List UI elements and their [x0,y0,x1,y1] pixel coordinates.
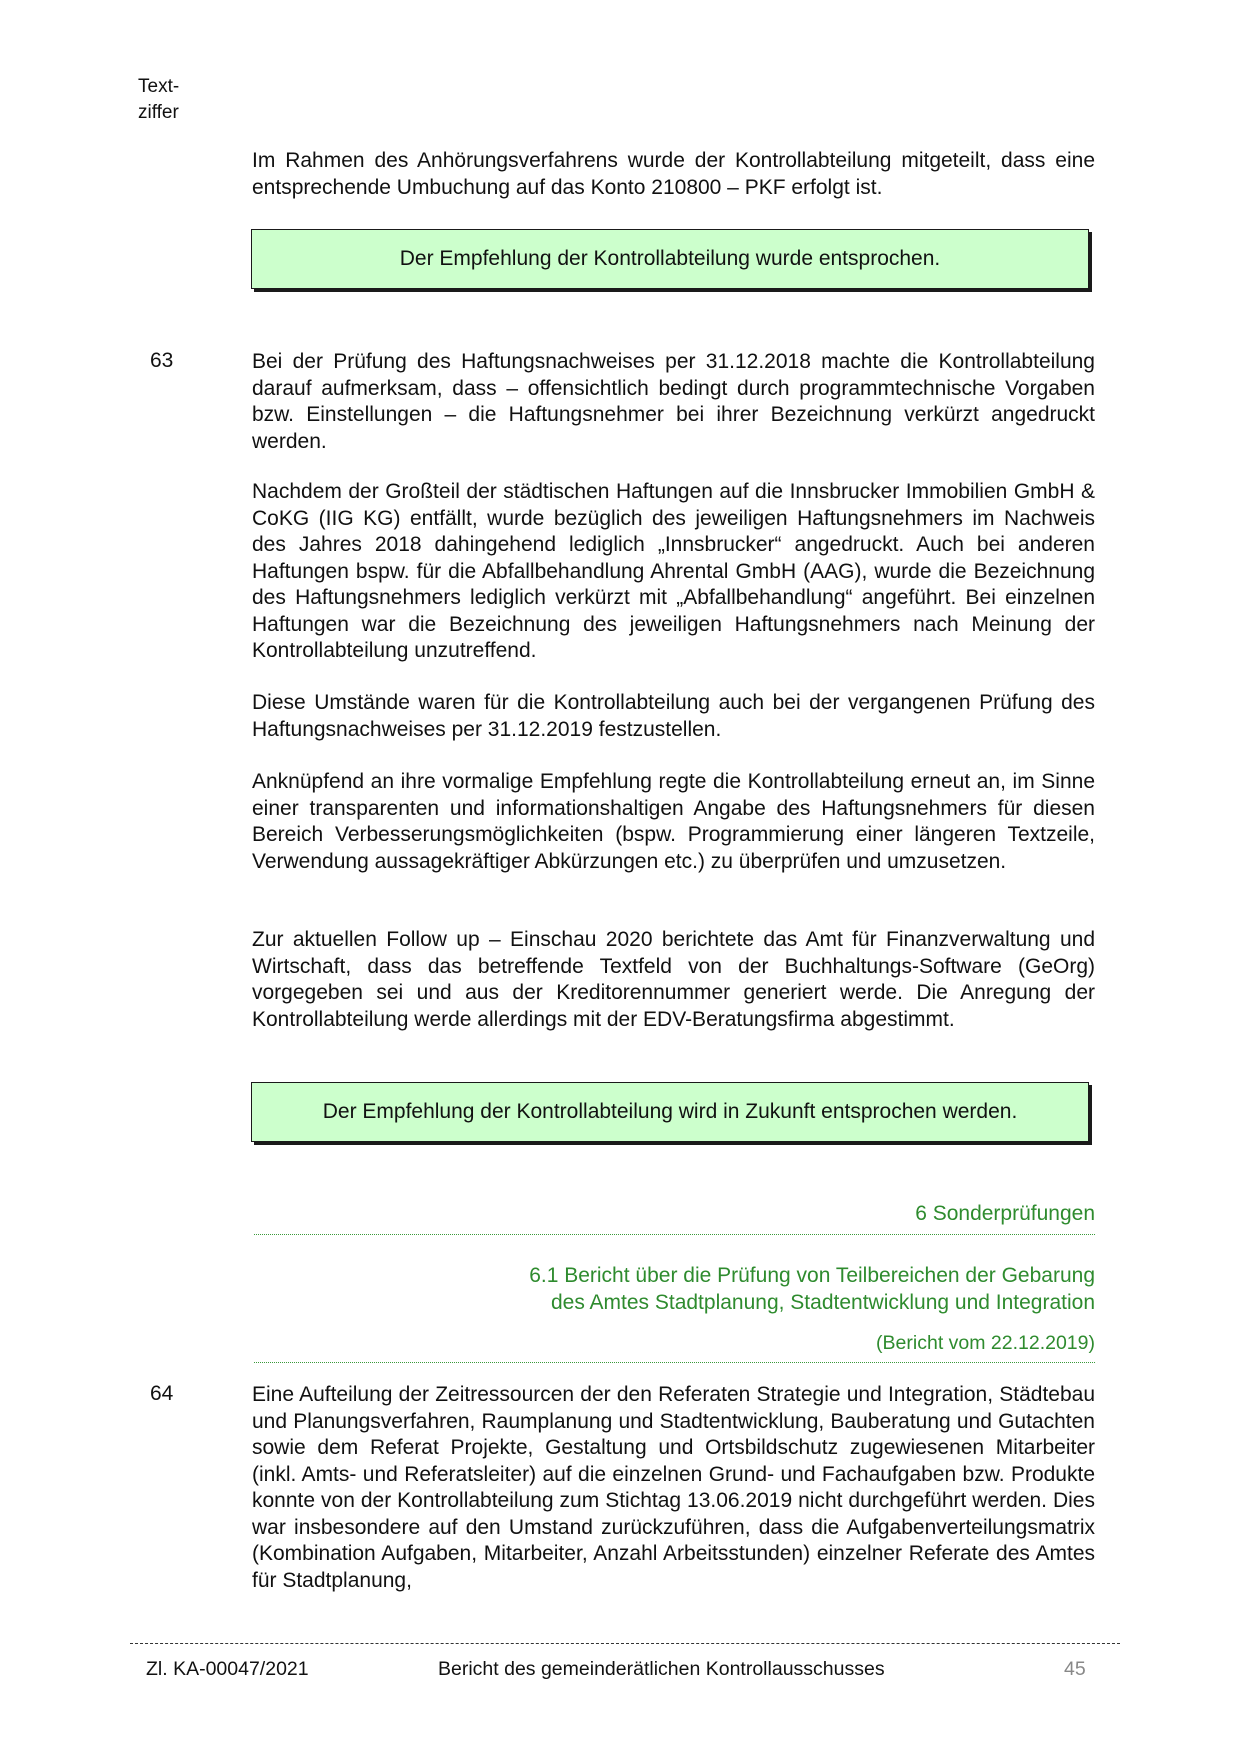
recommendation-box-text: Der Empfehlung der Kontrollabteilung wird in Zukunft entsprochen werden. [322,1100,1018,1123]
section63-paragraph-1: Bei der Prüfung des Haftungsnachweises per 31.12.2018 machte die Kontrollabteilung darauf aufmerksam, dass – offensichtlich bedingt durch programmtechnische Vorgaben bzw. Einstellungen – die Haftungsnehmer bei ihrer Bezeichnung verkürzt angedruckt werden. [252,350,1095,453]
footer-reference: Zl. KA-00047/2021 [146,1658,309,1680]
page-number: 45 [1064,1658,1086,1680]
recommendation-box-future [251,1082,1089,1142]
heading-6-1-line-2: des Amtes Stadtplanung, Stadtentwicklung und Integration [550,1291,1095,1314]
section63-paragraph-3: Diese Umstände waren für die Kontrollabteilung auch bei der vergangenen Prüfung des Haftungsnachweises per 31.12.2019 festzustellen. [252,691,1095,741]
heading-6-1-line-1: 6.1 Bericht über die Prüfung von Teilbereichen der Gebarung [529,1264,1095,1287]
section63-paragraph-5: Zur aktuellen Follow up – Einschau 2020 berichtete das Amt für Finanzverwaltung und Wirtschaft, dass das betreffende Textfeld von der Buchhaltungs-Software (GeOrg) vorgegeben sei und aus der Kreditorennummer generiert werde. Die Anregung der Kontrollabteilung werde allerdings mit der EDV-Beratungsfirma abgestimmt. [252,928,1095,1031]
heading-divider [254,1362,1095,1363]
heading-divider [254,1234,1095,1235]
report-date: (Bericht vom 22.12.2019) [876,1332,1095,1354]
section64-paragraph-1: Eine Aufteilung der Zeitressourcen der den Referaten Strategie und Integration, Städtebau und Planungsverfahren, Raumplanung und Stadtentwicklung, Bauberatung und Gutachten sowie dem Referat Projekte, Gestaltung und Ortsbildschutz zugewiesenen Mitarbeiter (inkl. Amts- und Referatsleiter) auf die einzelnen Grund- und Fachaufgaben bzw. Produkte konnte von der Kontrollabteilung zum Stichtag 13.06.2019 nicht durchgeführt werden. Dies war insbesondere auf den Umstand zurückzuführen, dass die Aufgabenverteilungsmatrix (Kombination Aufgaben, Mitarbeiter, Anzahl Arbeitsstunden) einzelner Referate des Amtes für Stadtplanung, [252,1383,1095,1592]
paragraph-number-64: 64 [150,1382,174,1405]
section63-paragraph-4: Anknüpfend an ihre vormalige Empfehlung regte die Kontrollabteilung erneut an, im Sinne einer transparenten und informationshaltigen Angabe des Haftungsnehmers für diesen Bereich Verbesserungsmöglichkeiten (bspw. Programmierung einer längeren Textzeile, Verwendung aussagekräftiger Abkürzungen etc.) zu überprüfen und umzusetzen. [252,770,1095,873]
footer-divider [130,1643,1120,1644]
section63-paragraph-2: Nachdem der Großteil der städtischen Haftungen auf die Innsbrucker Immobilien GmbH & CoKG (IIG KG) entfällt, wurde bezüglich des jeweiligen Haftungsnehmers im Nachweis des Jahres 2018 dahingehend lediglich „Innsbrucker“ angedruckt. Auch bei anderen Haftungen bspw. für die Abfallbehandlung Ahrental GmbH (AAG), wurde die Bezeichnung des Haftungsnehmers lediglich verkürzt mit „Abfallbehandlung“ angeführt. Bei einzelnen Haftungen war die Bezeichnung des jeweiligen Haftungsnehmers nach Meinung der Kontrollabteilung unzutreffend. [252,480,1095,662]
margin-label-textziffer: Text- ziffer [138,76,180,123]
recommendation-box-fulfilled [251,229,1089,289]
paragraph-number-63: 63 [150,349,174,372]
footer-title: Bericht des gemeinderätlichen Kontrollausschusses [438,1658,885,1680]
intro-paragraph: Im Rahmen des Anhörungsverfahrens wurde der Kontrollabteilung mitgeteilt, dass eine entsprechende Umbuchung auf das Konto 210800 – PKF erfolgt ist. [252,149,1095,199]
section-heading-6-1 [529,1262,1095,1316]
section-heading-6: 6 Sonderprüfungen [915,1202,1095,1225]
recommendation-box-text: Der Empfehlung der Kontrollabteilung wurde entsprochen. [399,247,941,270]
